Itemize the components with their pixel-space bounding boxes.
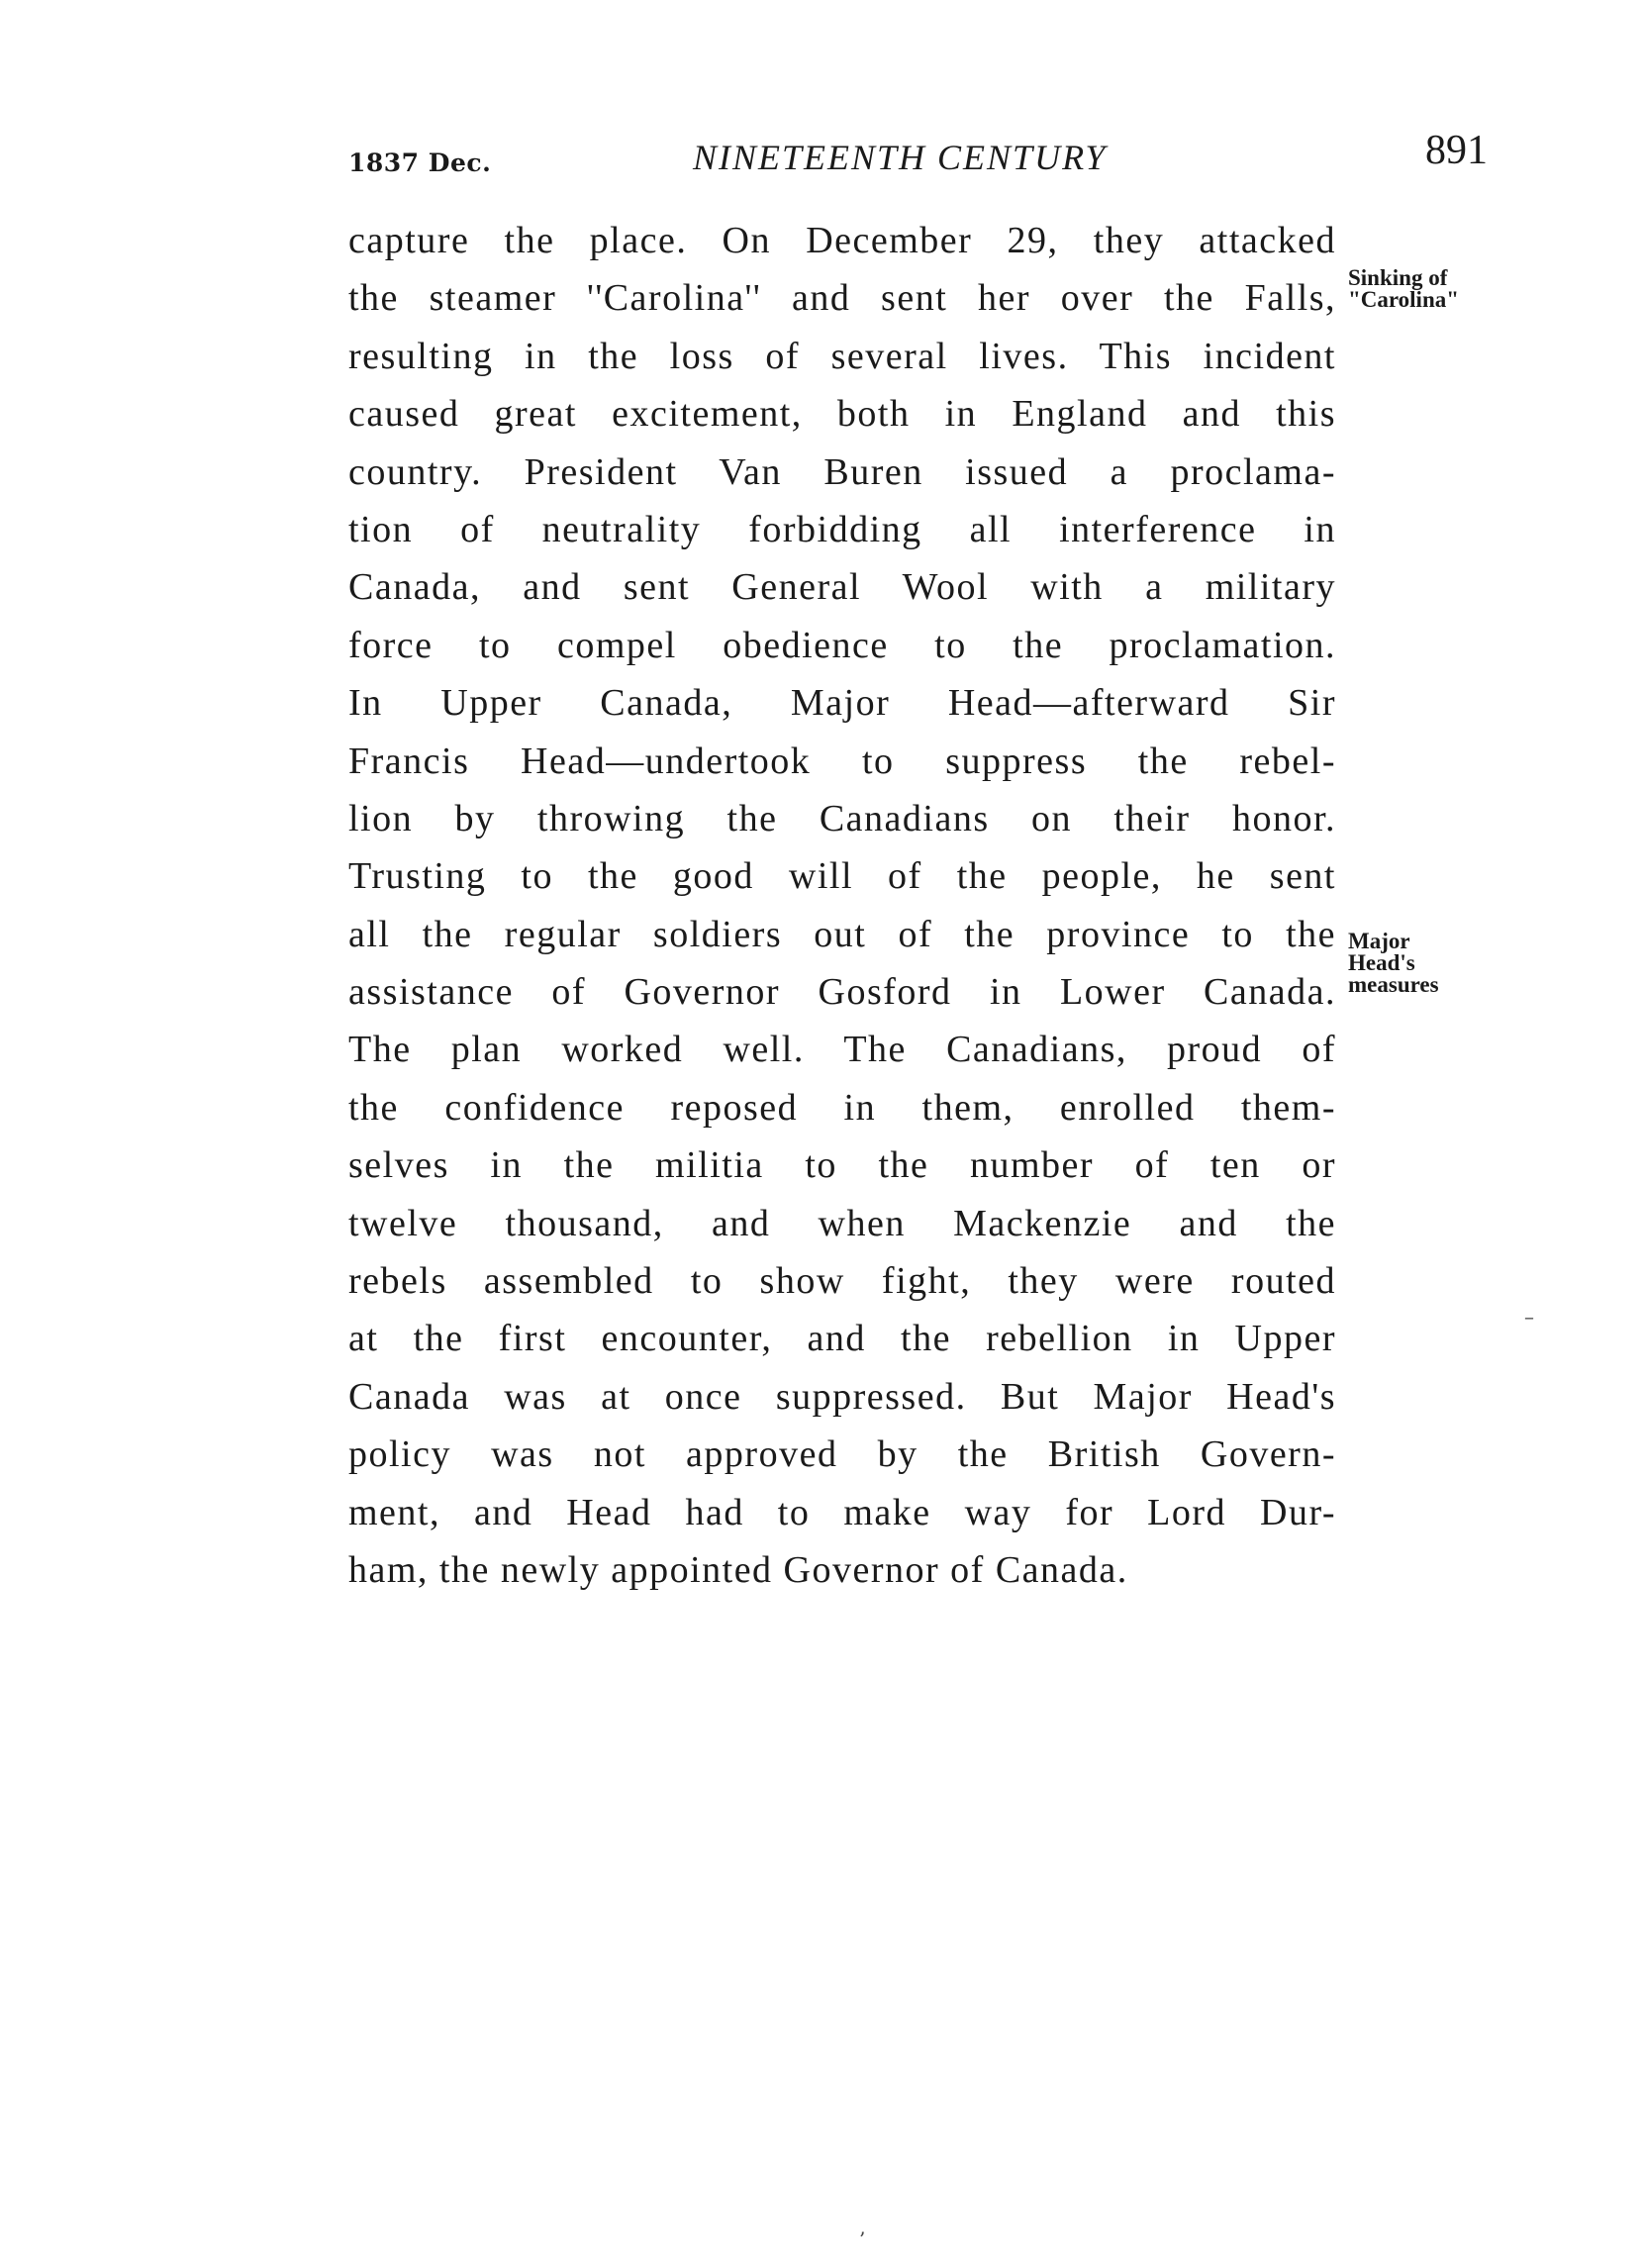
margin-note-line: "Carolina"	[1348, 287, 1460, 312]
text-line: at the first encounter, and the rebellion in Upper	[348, 1318, 1336, 1360]
text-line: assistance of Governor Gosford in Lower Canada.	[348, 971, 1336, 1014]
text-line: twelve thousand, and when Mackenzie and the	[348, 1202, 1336, 1244]
text-line: capture the place. On December 29, they attacked	[348, 220, 1336, 261]
text-line: country. President Van Buren issued a proclama-	[348, 450, 1336, 493]
text-line: the steamer ''Carolina'' and sent her over the Falls,	[348, 277, 1336, 320]
text-line: tion of neutrality forbidding all interference in	[348, 508, 1336, 550]
text-line: The plan worked well. The Canadians, proud of	[348, 1029, 1336, 1071]
text-line: selves in the militia to the number of ten or	[348, 1144, 1336, 1187]
text-line: ham, the newly appointed Governor of Canada.	[348, 1548, 1128, 1591]
stray-mark: ’	[859, 2227, 866, 2251]
margin-note-line: measures	[1348, 972, 1439, 997]
text-line: all the regular soldiers out of the province to the	[348, 913, 1336, 955]
text-line: the confidence reposed in them, enrolled them-	[348, 1086, 1336, 1129]
text-line: ment, and Head had to make way for Lord Dur-	[348, 1491, 1336, 1533]
text-line: resulting in the loss of several lives. This incident	[348, 335, 1336, 377]
text-line: rebels assembled to show fight, they were routed	[348, 1260, 1336, 1303]
running-title: NINETEENTH CENTURY	[693, 138, 1108, 177]
body-text	[348, 212, 1338, 1599]
running-date: 1837 Dec.	[348, 148, 492, 177]
text-line: policy was not approved by the British Govern-	[348, 1433, 1336, 1476]
text-line: In Upper Canada, Major Head—afterward Sir	[348, 682, 1336, 725]
text-line: Trusting to the good will of the people, he sent	[348, 855, 1336, 898]
text-line: lion by throwing the Canadians on their honor.	[348, 797, 1336, 839]
text-line: Canada was at once suppressed. But Major Head's	[348, 1375, 1336, 1418]
text-line: force to compel obedience to the proclamation.	[348, 624, 1336, 666]
stray-mark: –	[1524, 1305, 1534, 1329]
page-number: 891	[1425, 128, 1488, 173]
margin-note-line: Head's	[1348, 950, 1415, 975]
margin-note-line: Sinking of	[1348, 265, 1448, 290]
margin-note-major-heads-measures	[1348, 931, 1439, 996]
text-line: caused great excitement, both in England and this	[348, 393, 1336, 436]
text-line: Francis Head—undertook to suppress the rebel-	[348, 740, 1336, 782]
margin-note-sinking-carolina	[1348, 267, 1459, 311]
margin-note-line: Major	[1348, 929, 1410, 953]
text-line: Canada, and sent General Wool with a military	[348, 566, 1336, 609]
